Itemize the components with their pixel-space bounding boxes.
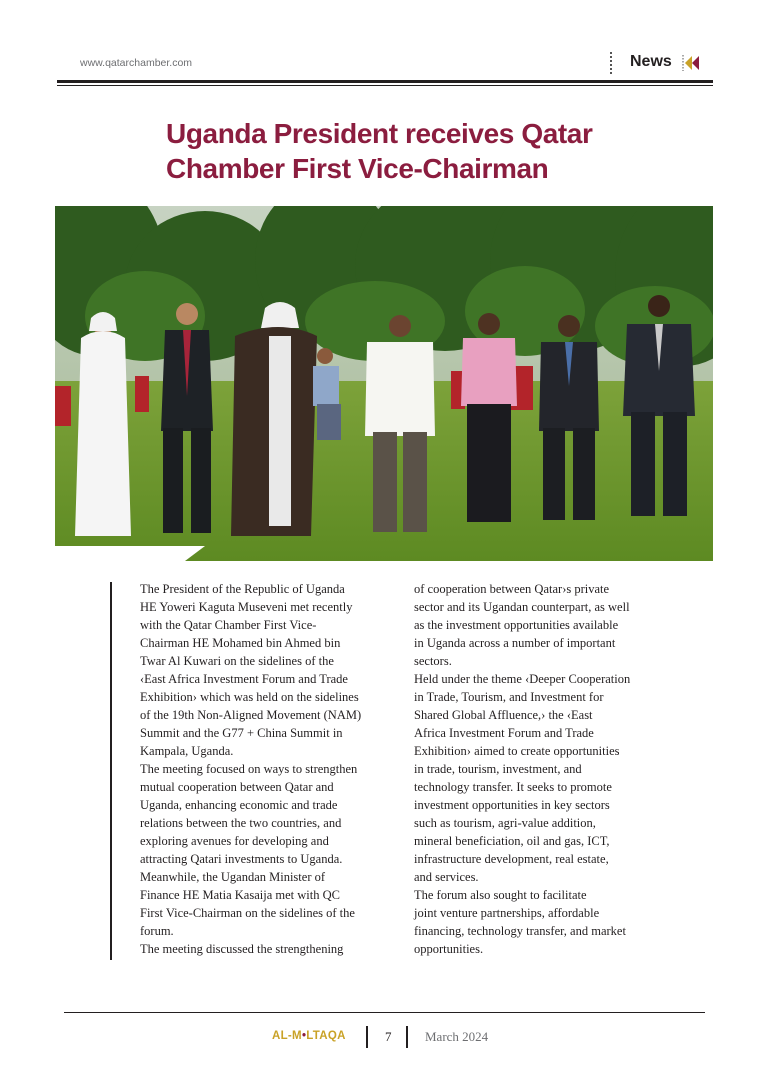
text-line: in Trade, Tourism, and Investment for	[414, 690, 604, 704]
text-line: relations between the two countries, and	[140, 816, 342, 830]
text-line: of cooperation between Qatar›s private	[414, 582, 610, 596]
text-line: Twar Al Kuwari on the sidelines of the	[140, 654, 334, 668]
header-rule-thick	[57, 80, 713, 83]
text-line: mineral beneficiation, oil and gas, ICT,	[414, 834, 610, 848]
title-line: Uganda President receives Qatar	[166, 118, 593, 149]
text-line: The meeting discussed the strengthening	[140, 942, 344, 956]
footer-divider	[366, 1026, 368, 1048]
text-line: sector and its Ugandan counterpart, as well	[414, 600, 630, 614]
text-line: The meeting focused on ways to strengthen	[140, 762, 358, 776]
text-line: infrastructure development, real estate,	[414, 852, 609, 866]
text-line: First Vice-Chairman on the sidelines of the	[140, 906, 355, 920]
footer-divider	[406, 1026, 408, 1048]
text-line: Held under the theme ‹Deeper Cooperation	[414, 672, 631, 686]
text-line: as the investment opportunities available	[414, 618, 619, 632]
text-line: Summit and the G77 + China Summit in	[140, 726, 343, 740]
text-line: investment opportunities in key sectors	[414, 798, 610, 812]
text-line: technology transfer. It seeks to promote	[414, 780, 612, 794]
section-label: News	[630, 53, 672, 70]
website-url[interactable]: www.qatarchamber.com	[80, 57, 193, 69]
article-column-right	[414, 580, 676, 958]
text-line: Exhibition› which was held on the sidelines	[140, 690, 359, 704]
text-line: financing, technology transfer, and market	[414, 924, 626, 938]
text-line: Kampala, Uganda.	[140, 744, 234, 758]
column-accent-bar	[110, 582, 112, 960]
article-column-left	[140, 580, 402, 958]
text-line: exploring avenues for developing and	[140, 834, 329, 848]
text-line: mutual cooperation between Qatar and	[140, 780, 334, 794]
logo-text-left: AL-M	[272, 1030, 302, 1042]
header-rule-thin	[57, 85, 713, 86]
text-line: Exhibition› aimed to create opportunities	[414, 744, 620, 758]
header-dotted-divider	[610, 52, 612, 74]
text-line: forum.	[140, 924, 174, 938]
text-line: in Uganda across a number of important	[414, 636, 616, 650]
section-chevron-icon	[682, 54, 700, 72]
text-line: The President of the Republic of Uganda	[140, 582, 345, 596]
text-line: Uganda, enhancing economic and trade	[140, 798, 338, 812]
text-line: of the 19th Non-Aligned Movement (NAM)	[140, 708, 362, 722]
magazine-logo	[272, 1030, 346, 1042]
article-title	[166, 116, 686, 186]
group-photo	[55, 206, 713, 561]
text-line: Finance HE Matia Kasaija met with QC	[140, 888, 340, 902]
page-number: 7	[385, 1029, 392, 1044]
logo-text-right: LTAQA	[306, 1030, 346, 1042]
logo-dot: •	[301, 1030, 307, 1042]
text-line: and services.	[414, 870, 479, 884]
text-line: Chairman HE Mohamed bin Ahmed bin	[140, 636, 341, 650]
text-line: HE Yoweri Kaguta Museveni met recently	[140, 600, 353, 614]
text-line: in trade, tourism, investment, and	[414, 762, 582, 776]
text-line: Meanwhile, the Ugandan Minister of	[140, 870, 326, 884]
title-line: Chamber First Vice-Chairman	[166, 153, 549, 184]
text-line: ‹East Africa Investment Forum and Trade	[140, 672, 348, 686]
text-line: Africa Investment Forum and Trade	[414, 726, 594, 740]
text-line: with the Qatar Chamber First Vice-	[140, 618, 317, 632]
text-line: The forum also sought to facilitate	[414, 888, 587, 902]
text-line: Shared Global Affluence,› the ‹East	[414, 708, 593, 722]
text-line: joint venture partnerships, affordable	[414, 906, 600, 920]
text-line: such as tourism, agri-value addition,	[414, 816, 596, 830]
text-line: opportunities.	[414, 942, 484, 956]
footer-rule	[64, 1012, 705, 1013]
text-line: sectors.	[414, 654, 452, 668]
text-line: attracting Qatari investments to Uganda.	[140, 852, 343, 866]
issue-date: March 2024	[425, 1029, 489, 1044]
